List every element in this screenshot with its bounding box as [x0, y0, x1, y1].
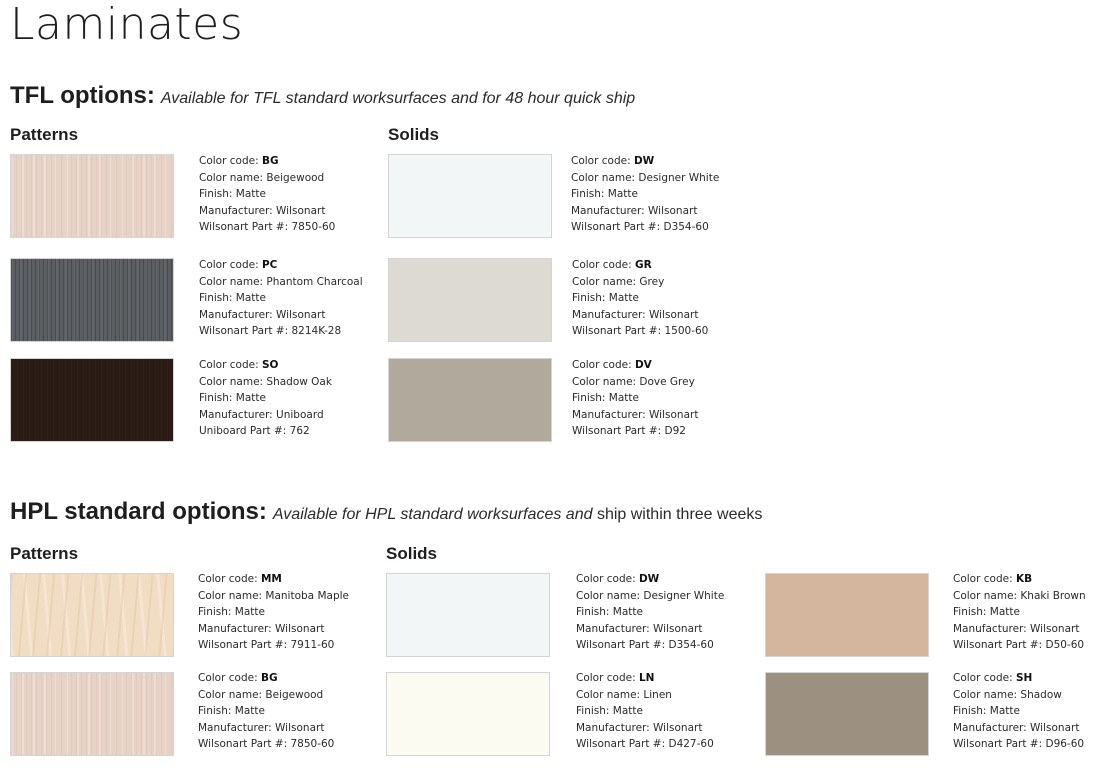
color-info-tfl-dv — [572, 357, 698, 440]
part-number: Wilsonart Part #: 7850-60 — [198, 738, 335, 751]
manufacturer: Manufacturer: Wilsonart — [953, 622, 1080, 635]
finish: Finish: Matte — [198, 606, 265, 619]
color-name: Color name: Dove Grey — [572, 375, 695, 388]
swatch-hpl-bg[interactable] — [10, 672, 174, 756]
tfl-section-heading — [10, 82, 635, 110]
part-number: Wilsonart Part #: 7911-60 — [198, 639, 335, 652]
finish: Finish: Matte — [953, 606, 1020, 619]
color-code: BG — [261, 155, 279, 167]
color-code-line: Color code: DW — [576, 573, 660, 585]
color-code: SH — [1015, 672, 1033, 684]
color-info-hpl-sh — [953, 670, 1084, 753]
page-title: Laminates — [10, 0, 244, 50]
swatch-tfl-so[interactable] — [10, 358, 174, 442]
finish: Finish: Matte — [198, 705, 265, 718]
part-number: Wilsonart Part #: D354-60 — [576, 639, 714, 652]
color-code-line: Color code: KB — [953, 573, 1033, 585]
swatch-hpl-sh[interactable] — [765, 672, 929, 756]
manufacturer: Manufacturer: Wilsonart — [199, 308, 326, 321]
part-number: Wilsonart Part #: 7850-60 — [199, 221, 336, 234]
swatch-tfl-pc[interactable] — [10, 258, 174, 342]
part-number: Wilsonart Part #: D427-60 — [576, 738, 714, 751]
part-number: Uniboard Part #: 762 — [199, 425, 310, 438]
finish: Finish: Matte — [571, 188, 638, 201]
finish: Finish: Matte — [199, 292, 266, 305]
swatch-hpl-dw[interactable] — [386, 573, 550, 657]
part-number: Wilsonart Part #: 1500-60 — [572, 325, 709, 338]
color-info-tfl-dw — [571, 153, 719, 236]
color-code-line: Color code: DV — [572, 359, 652, 371]
color-name: Color name: Phantom Charcoal — [199, 275, 363, 288]
finish: Finish: Matte — [572, 292, 639, 305]
finish: Finish: Matte — [576, 606, 643, 619]
color-info-tfl-gr — [572, 257, 708, 340]
color-code: BG — [260, 672, 278, 684]
hpl-subtitle: Available for HPL standard worksurfaces and ship within three weeks — [272, 506, 763, 523]
manufacturer: Manufacturer: Wilsonart — [572, 408, 699, 421]
hpl-solids-label: Solids — [386, 544, 438, 563]
manufacturer: Manufacturer: Wilsonart — [198, 721, 325, 734]
color-name: Color name: Manitoba Maple — [198, 589, 349, 602]
color-name: Color name: Shadow Oak — [199, 375, 332, 388]
part-number: Wilsonart Part #: D50-60 — [953, 639, 1085, 652]
part-number: Wilsonart Part #: 8214K-28 — [199, 325, 342, 338]
finish: Finish: Matte — [953, 705, 1020, 718]
manufacturer: Manufacturer: Uniboard — [199, 408, 324, 421]
manufacturer: Manufacturer: Wilsonart — [199, 204, 326, 217]
swatch-hpl-ln[interactable] — [386, 672, 550, 756]
color-code-line: Color code: SH — [953, 672, 1033, 684]
swatch-tfl-bg[interactable] — [10, 154, 174, 238]
color-info-hpl-mm — [198, 571, 349, 654]
color-info-tfl-so — [199, 357, 332, 440]
color-code-line: Color code: BG — [199, 155, 279, 167]
tfl-subtitle: Available for TFL standard worksurfaces and for 48 hour quick ship — [160, 90, 636, 107]
tfl-patterns-label: Patterns — [10, 125, 79, 144]
part-number: Wilsonart Part #: D96-60 — [953, 738, 1085, 751]
color-name: Color name: Beigewood — [199, 171, 325, 184]
color-name: Color name: Designer White — [576, 589, 725, 602]
tfl-solids-label: Solids — [388, 125, 440, 144]
color-info-hpl-kb — [953, 571, 1086, 654]
color-info-hpl-dw — [576, 571, 724, 654]
color-code-line: Color code: SO — [199, 359, 279, 371]
hpl-patterns-label: Patterns — [10, 544, 79, 563]
manufacturer: Manufacturer: Wilsonart — [576, 721, 703, 734]
color-name: Color name: Grey — [572, 275, 665, 288]
manufacturer: Manufacturer: Wilsonart — [576, 622, 703, 635]
finish: Finish: Matte — [576, 705, 643, 718]
color-code: GR — [634, 259, 652, 271]
finish: Finish: Matte — [199, 188, 266, 201]
color-name: Color name: Linen — [576, 688, 672, 701]
color-code-line: Color code: DW — [571, 155, 655, 167]
color-code: PC — [261, 259, 278, 271]
color-name: Color name: Beigewood — [198, 688, 324, 701]
hpl-heading: HPL standard options: — [10, 498, 267, 525]
color-code: DV — [634, 359, 652, 371]
tfl-heading: TFL options: — [10, 82, 155, 109]
finish: Finish: Matte — [199, 392, 266, 405]
color-code: DW — [638, 573, 660, 585]
hpl-section-heading — [10, 498, 762, 526]
color-code-line: Color code: BG — [198, 672, 278, 684]
color-code-line: Color code: MM — [198, 573, 282, 585]
color-code: SO — [261, 359, 279, 371]
manufacturer: Manufacturer: Wilsonart — [572, 308, 699, 321]
manufacturer: Manufacturer: Wilsonart — [198, 622, 325, 635]
part-number: Wilsonart Part #: D92 — [572, 425, 686, 438]
color-code: LN — [638, 672, 655, 684]
color-info-hpl-ln — [576, 670, 714, 753]
finish: Finish: Matte — [572, 392, 639, 405]
swatch-tfl-dv[interactable] — [388, 358, 552, 442]
color-code-line: Color code: PC — [199, 259, 278, 271]
color-code: DW — [633, 155, 655, 167]
swatch-tfl-dw[interactable] — [388, 154, 552, 238]
color-code-line: Color code: LN — [576, 672, 655, 684]
color-name: Color name: Khaki Brown — [953, 589, 1086, 602]
color-info-hpl-bg — [198, 670, 334, 753]
manufacturer: Manufacturer: Wilsonart — [571, 204, 698, 217]
swatch-hpl-mm[interactable] — [10, 573, 174, 657]
color-name: Color name: Designer White — [571, 171, 720, 184]
swatch-hpl-kb[interactable] — [765, 573, 929, 657]
color-code: KB — [1015, 573, 1033, 585]
part-number: Wilsonart Part #: D354-60 — [571, 221, 709, 234]
manufacturer: Manufacturer: Wilsonart — [953, 721, 1080, 734]
color-info-tfl-bg — [199, 153, 335, 236]
color-code: MM — [260, 573, 282, 585]
color-info-tfl-pc — [199, 257, 363, 340]
color-name: Color name: Shadow — [953, 688, 1062, 701]
swatch-tfl-gr[interactable] — [388, 258, 552, 342]
color-code-line: Color code: GR — [572, 259, 652, 271]
